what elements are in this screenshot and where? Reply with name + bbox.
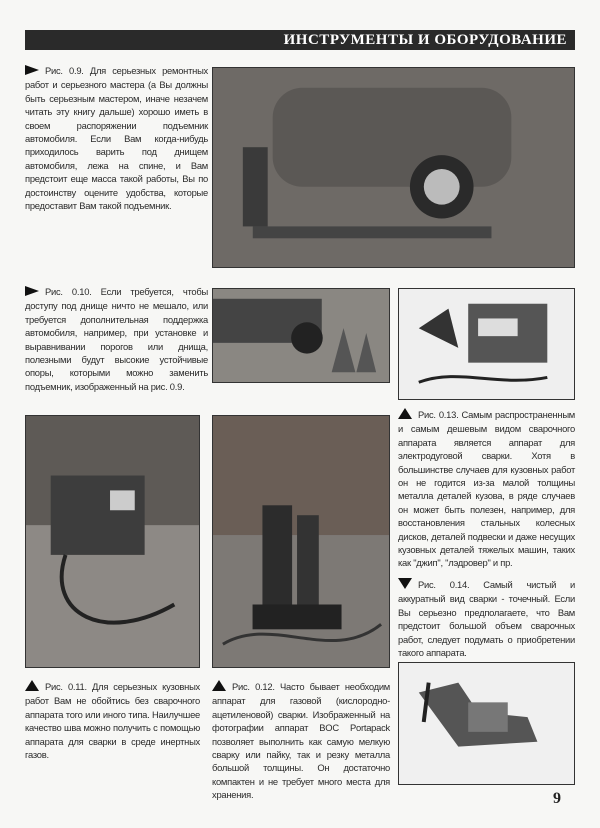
caption-text: Рис. 0.12. Часто бывает необходим аппарат для газовой (кислородно-ацетиленовой) сварки. Изображенный на фотографии аппарат BOC Portapack позволяет выполнить как самую мелкую сварку или пайку, так и резку металла большой толщины. Он достаточно компактен и не требует много места для хранения. <box>212 681 390 801</box>
arrow-right-icon <box>25 65 39 78</box>
caption-fig-0-13 <box>398 408 575 570</box>
arrow-up-icon <box>25 680 39 694</box>
caption-text: Рис. 0.14. Самый чистый и аккуратный вид сварки - точечный. Если Вы серьезно предполагаете, что Вам предстоит большой объем сварочных работ, следует подумать о приобретении такого аппарата. <box>398 579 575 659</box>
photo-axle-stands <box>212 288 390 383</box>
caption-fig-0-9 <box>25 64 208 212</box>
photo-spot-welder <box>398 662 575 785</box>
photo-mig-welder <box>25 415 200 668</box>
arrow-up-icon <box>212 680 226 694</box>
caption-fig-0-11 <box>25 680 200 761</box>
caption-fig-0-12 <box>212 680 390 802</box>
caption-text: Рис. 0.9. Для серьезных ремонтных работ и серьезного мастера (а Вы должны быть серьезным мастером, иначе незачем читать эту книгу дальше) хорошо иметь в своем распоряжении подъемник автомобиля. Если Вам когда-нибудь приходилось варить под днищем автомобиля, лежа на спине, и Вам предстоит еще масса такой работы, Вы по достоинству оцените удобства, которые предоставит Вам такой подъемник. <box>25 65 208 212</box>
section-header: ИНСТРУМЕНТЫ И ОБОРУДОВАНИЕ <box>25 30 575 50</box>
caption-fig-0-14 <box>398 578 575 659</box>
arrow-up-icon <box>398 408 412 422</box>
photo-car-lift <box>212 67 575 268</box>
arrow-right-icon <box>25 286 39 299</box>
arrow-down-icon <box>398 578 412 592</box>
caption-fig-0-10 <box>25 285 208 393</box>
page-number: 9 <box>553 790 561 807</box>
caption-text: Рис. 0.11. Для серьезных кузовных работ Вам не обойтись без сварочного аппарата того или иного типа. Наилучшее качество шва можно получить с помощью аппарата для сварки в среде инертных газов. <box>25 681 200 761</box>
photo-gas-welding-kit <box>212 415 390 668</box>
caption-text: Рис. 0.13. Самым распространенным и самым дешевым видом сварочного аппарата является аппарат для электродуговой сварки. Хотя в большинстве случаев для кузовных работ он не годится из-за малой толщины металла деталей кузова, в ряде случаев он может быть полезен, например, для восстановления стальных колесных дисков, деталей подвески и даже несущих кузовных деталей тяжелых машин, таких как "джип", "лэдровер" и пр. <box>398 409 575 569</box>
caption-text: Рис. 0.10. Если требуется, чтобы доступу под днище ничто не мешало, или требуется дополнительная поддержка автомобиля, например, при установке и выравнивании порогов или днища, полезными будут высокие устойчивые опоры, которыми можно заменить подъемник, изображенный на рис. 0.9. <box>25 286 208 392</box>
photo-arc-welder <box>398 288 575 400</box>
